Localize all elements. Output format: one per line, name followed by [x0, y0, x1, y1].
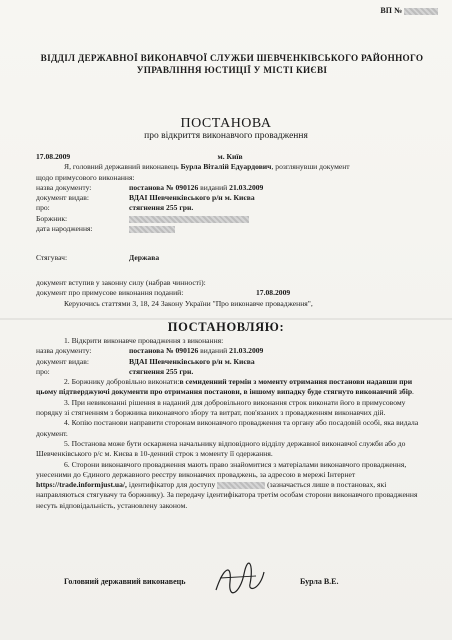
signature-title: Головний державний виконавець	[64, 577, 186, 586]
decision-item-3: 3. При невиконанні рішення в наданий для добровільного виконання строк виконати його в примусовому порядку зі стягненням з боржника виконавчого збору та витрат, пов'язаних з провадженням виконавчих дій.	[36, 397, 406, 418]
validity-section: документ вступив у законну силу (набрав чинності): документ про примусове виконання поданий: 17.08.2009 Керуючись статтями 3, 18, 24 Закону України "Про виконавче провадження",	[36, 278, 313, 308]
redacted-number	[404, 8, 438, 15]
field-row: назва документу: постанова № 090126 виданий 21.03.2009	[36, 182, 264, 192]
intro-text: Я, головний державний виконавець Бурла Віталій Едуардович, розглянувши документ	[64, 162, 350, 172]
decision-item-4: 4. Копію постанови направити сторонам виконавчого провадження та органу або посадовій особі, яка видала документ.	[36, 418, 419, 438]
department-header: ВІДДІЛ ДЕРЖАВНОЇ ВИКОНАВЧОЇ СЛУЖБИ ШЕВЧЕНКІВСЬКОГО РАЙОННОГО УПРАВЛІННЯ ЮСТИЦІЇ У МІСТІ КИЄВІ	[40, 53, 424, 75]
document-title: ПОСТАНОВА	[180, 116, 272, 131]
field-row: про: стягнення 255 грн.	[36, 203, 194, 213]
field-row: назва документу: постанова № 090126 виданий 21.03.2009	[36, 346, 264, 356]
document-number: ВП №	[380, 6, 438, 15]
field-row: про: стягнення 255 грн.	[36, 366, 194, 376]
decision-item-2: 2. Боржнику добровільно виконати:в семиденний термін з моменту отримання постанови надавши при цьому підтверджуючі документи про отримання постанови, в іншому випадку буде стягнуто виконавчий збір.	[36, 377, 414, 397]
document-subtitle: про відкриття виконавчого провадження	[144, 131, 308, 141]
field-row: документ видав: ВДАІ Шевченківського р/н м. Києва	[36, 193, 255, 203]
intro-section: 17.08.2009 м. Київ Я, головний державний виконавець Бурла Віталій Едуардович, розглянувши документ щодо примусового виконання: назва документу: постанова № 090126 виданий 21.03.2009 документ видав: ВДАІ Шевченківського р/н м. Києва про: стягнення 255 грн. Боржник: дата народження:	[36, 152, 430, 234]
field-row: документ видав: ВДАІ Шевченківського р/н м. Києва	[36, 356, 255, 366]
redacted-birthdate	[129, 226, 175, 233]
field-row-birthdate: дата народження:	[36, 224, 430, 234]
signature-name: Бурла В.Е.	[300, 577, 339, 586]
redacted-debtor	[129, 216, 249, 223]
handwritten-signature	[210, 560, 270, 596]
creditor-section: Стягувач: Держава	[36, 253, 160, 262]
field-row-debtor: Боржник:	[36, 214, 430, 224]
decision-heading: ПОСТАНОВЛЯЮ:	[167, 320, 285, 334]
decision-section: 1. Відкрити виконавче провадження з виконання: назва документу: постанова № 090126 виданий 21.03.2009 документ видав: ВДАІ Шевченківського р/н м. Києва про: стягнення 255 грн. 2. Боржнику добровільно виконати:в семиденний термін з моменту отримання постанови надавши при цьому підтверджуючі документи про отримання постанови, в іншому випадку буде стягнуто виконавчий збір. 3. При невиконанні рішення в наданий для добровільного виконання строк виконати його в примусовому порядку зі стягненням з боржника виконавчого збору та витрат, пов'язаних з провадженням виконавчих дій. 4. Копію постанови направити сторонам виконавчого провадження та органу або посадовій особі, яка видала документ. 5. Постанова може бути оскаржена начальнику відповідного відділу державної виконавчої служби або до Шевченківського р/с м. Києва в 10-денний строк з моменту її одержання. 6. Сторони виконавчого провадження мають право знайомитися з матеріалами виконавчого провадження, унесеними до Єдиного державного реєстру виконавчих проваджень, за адресою в мережі Інтернет https://trade.informjust.ua/, ідентифікатор для доступу (зазначається лише в постановах, які направляються стягувачу та боржнику). За передачу ідентифікатора третім особам сторони виконавчого провадження несуть відповідальність, установлену законом.	[36, 336, 430, 511]
redacted-identifier	[217, 482, 265, 489]
decision-item-6: 6. Сторони виконавчого провадження мають право знайомитися з матеріалами виконавчого провадження, унесеними до Єдиного державного реєстру виконавчих проваджень, за адресою в мережі Інтернет https://trade.informjust.ua/, ідентифікатор для доступу (зазначається лише в постановах, які направляються стягувачу та боржнику). За передачу ідентифікатора третім особам сторони виконавчого провадження несуть відповідальність, установлену законом.	[36, 459, 418, 510]
decision-item-5: 5. Постанова може бути оскаржена начальнику відповідного відділу державної виконавчої служби або до Шевченківського р/с м. Києва в 10-денний строк з моменту її одержання.	[36, 438, 406, 459]
intro-date: 17.08.2009	[36, 152, 71, 161]
intro-city: м. Київ	[217, 152, 243, 161]
